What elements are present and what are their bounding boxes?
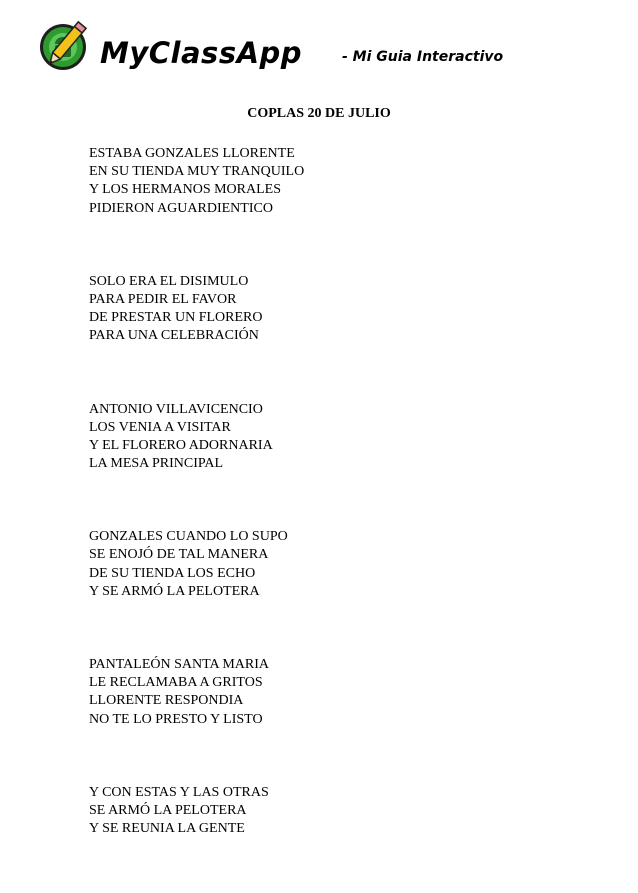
header <box>38 14 628 76</box>
stanza <box>89 784 304 839</box>
verse-line: LA MESA PRINCIPAL <box>89 456 224 472</box>
verse-line: SE ENOJÓ DE TAL MANERA <box>89 547 269 563</box>
verse-line: DE SU TIENDA LOS ECHO <box>89 565 256 581</box>
verse-line: NO TE LO PRESTO Y LISTO <box>89 711 263 727</box>
verse-line: PANTALEÓN SANTA MARIA <box>89 657 270 672</box>
verse-line: EN SU TIENDA MUY TRANQUILO <box>89 164 305 180</box>
verse-line: ESTABA GONZALES LLORENTE <box>89 146 295 161</box>
verse-line: Y CON ESTAS Y LAS OTRAS <box>89 784 269 800</box>
verse-line: PIDIERON AGUARDIENTICO <box>89 200 273 216</box>
verse-line: Y EL FLORERO ADORNARIA <box>89 437 273 453</box>
verse-line: DE PRESTAR UN FLORERO <box>89 310 263 326</box>
verse-line: SOLO ERA EL DISIMULO <box>89 273 249 289</box>
app-tagline: - Mi Guia Interactivo <box>342 49 504 65</box>
stanza <box>89 273 304 346</box>
verse-line: Y SE REUNIA LA GENTE <box>89 821 245 837</box>
verse-line: PARA UNA CELEBRACIÓN <box>89 328 259 344</box>
verse-line: LOS VENIA A VISITAR <box>89 419 231 435</box>
stanza <box>89 145 304 218</box>
app-brand-name: MyClassApp <box>100 36 303 70</box>
verse-line: LE RECLAMABA A GRITOS <box>89 675 263 691</box>
document-title: COPLAS 20 DE JULIO <box>247 106 391 121</box>
verse-line: PARA PEDIR EL FAVOR <box>89 291 237 307</box>
verse-line: ANTONIO VILLAVICENCIO <box>89 401 263 417</box>
stanza <box>89 401 304 474</box>
verse-line: SE ARMÓ LA PELOTERA <box>89 802 247 818</box>
stanza <box>89 528 304 601</box>
verse-line: Y LOS HERMANOS MORALES <box>89 182 282 198</box>
poem-body <box>89 145 304 893</box>
verse-line: GONZALES CUANDO LO SUPO <box>89 529 288 545</box>
verse-line: Y SE ARMÓ LA PELOTERA <box>89 583 260 599</box>
stanza <box>89 656 304 729</box>
pencil-android-icon <box>38 18 92 72</box>
verse-line: LLORENTE RESPONDIA <box>89 693 244 709</box>
